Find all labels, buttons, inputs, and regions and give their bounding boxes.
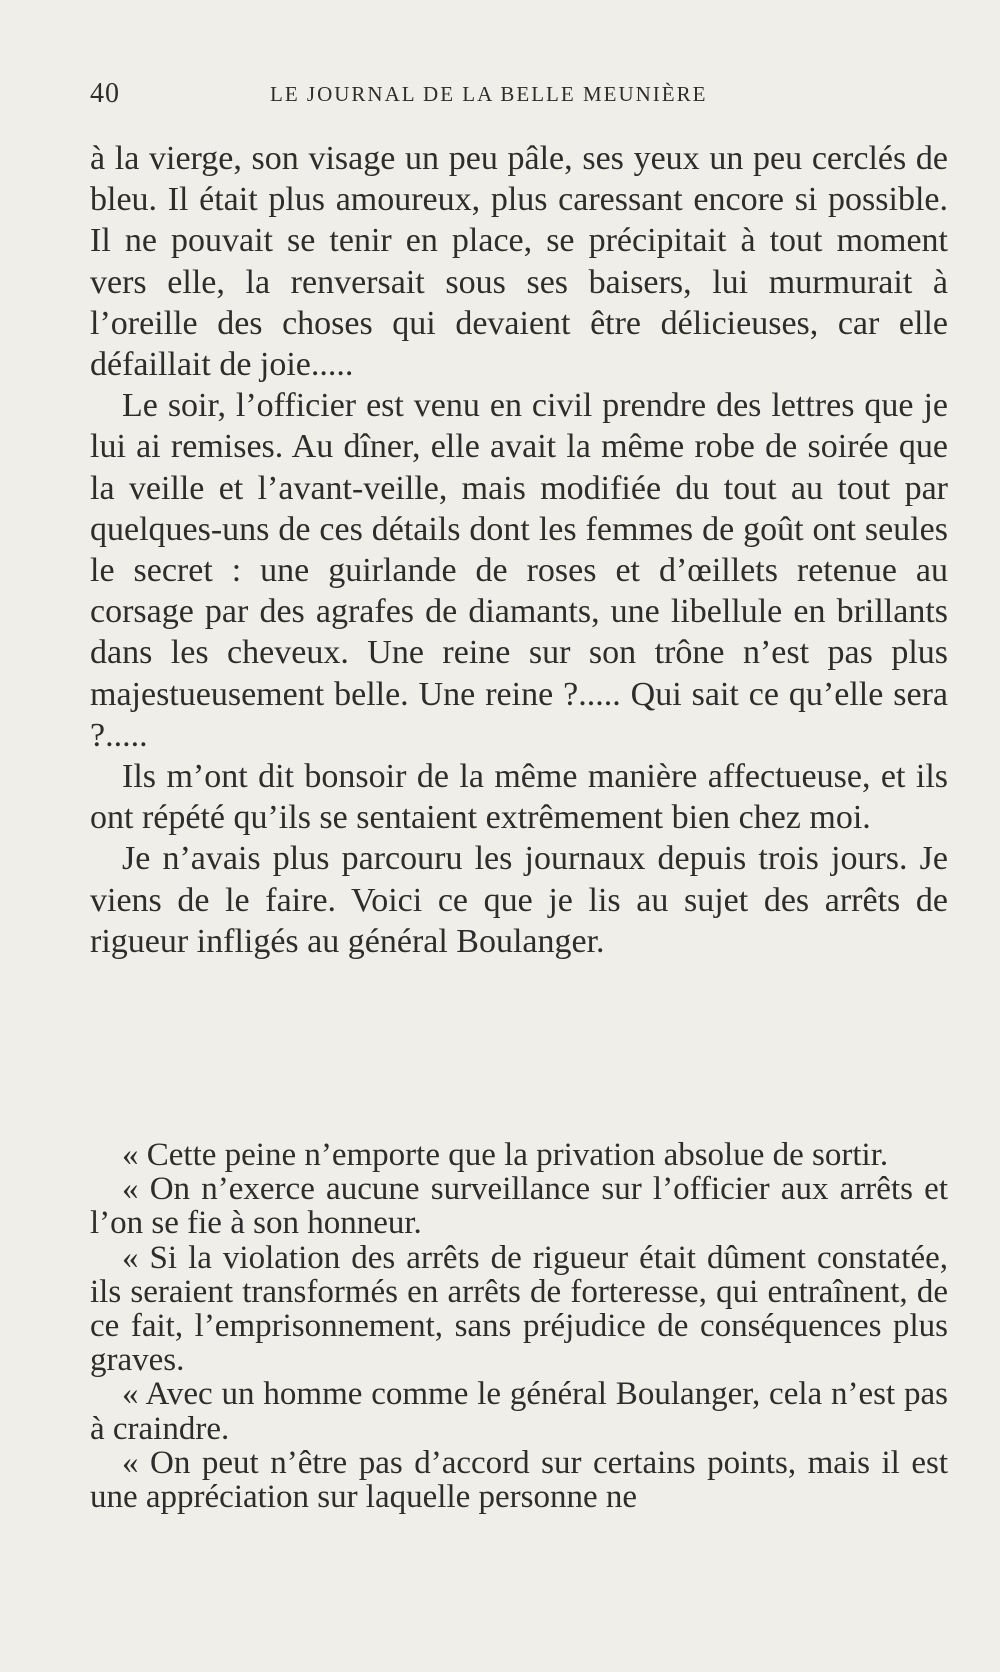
quote-paragraph: « On peut n’être pas d’accord sur certains points, mais il est une appréciation sur laquelle personne ne bbox=[90, 1444, 948, 1516]
quote-paragraph: « On n’exerce aucune surveillance sur l’officier aux arrêts et l’on se fie à son honneur. bbox=[90, 1171, 948, 1242]
quoted-passage bbox=[90, 1138, 948, 1514]
paragraph: Je n’avais plus parcouru les journaux depuis trois jours. Je viens de le faire. Voici ce que je lis au sujet des arrêts de rigueur infligés au général Boulanger. bbox=[90, 840, 948, 960]
page-number: 40 bbox=[90, 78, 120, 109]
main-text bbox=[90, 138, 948, 962]
running-title: LE JOURNAL DE LA BELLE MEUNIÈRE bbox=[270, 82, 708, 106]
quote-paragraph: « Cette peine n’emporte que la privation absolue de sortir. bbox=[122, 1137, 889, 1173]
paragraph: Le soir, l’officier est venu en civil prendre des lettres que je lui ai remises. Au dîner, elle avait la même robe de soirée que la veille et l’avant-veille, mais modifiée du tout au tout par quelques-uns de ces détails dont les femmes de goût ont seules le secret : une guirlande de roses et d’œillets retenue au corsage par des agrafes de diamants, une libellule en brillants dans les cheveux. Une reine sur son trône n’est pas plus majestueusement belle. Une reine ?..... Qui sait ce qu’elle sera ?..... bbox=[90, 387, 948, 754]
quote-paragraph: « Si la violation des arrêts de rigueur était dûment constatée, ils seraient transformés en arrêts de forteresse, qui entraînent, de ce fait, l’emprisonnement, sans préjudice de conséquences plus graves. bbox=[90, 1239, 948, 1379]
page-header bbox=[90, 78, 950, 114]
quote-paragraph: « Avec un homme comme le général Boulanger, cela n’est pas à craindre. bbox=[90, 1376, 948, 1447]
paragraph: à la vierge, son visage un peu pâle, ses yeux un peu cerclés de bleu. Il était plus amoureux, plus caressant encore si possible. Il ne pouvait se tenir en place, se précipitait à tout moment vers elle, la renversait sous ses baisers, lui murmurait à l’oreille des choses qui devaient être délicieuses, car elle défaillait de joie..... bbox=[90, 140, 948, 384]
paragraph: Ils m’ont dit bonsoir de la même manière affectueuse, et ils ont répété qu’ils se sentaient extrêmement bien chez moi. bbox=[90, 758, 948, 837]
